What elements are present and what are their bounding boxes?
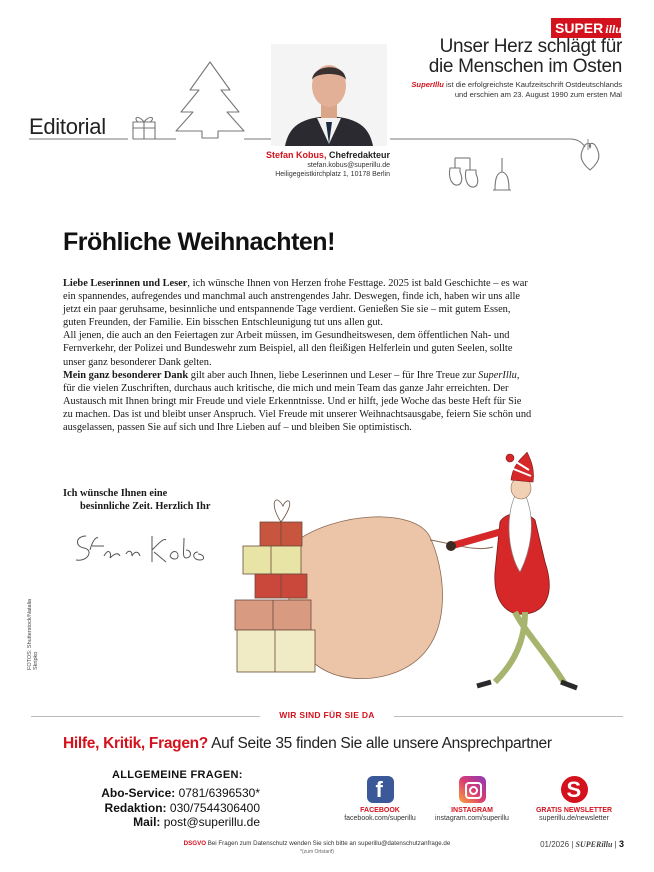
- superillu-logo: SUPER illu: [551, 18, 621, 38]
- redaktion[interactable]: Redaktion: 030/7544306400: [104, 800, 260, 815]
- author-email[interactable]: stefan.kobus@superillu.de: [307, 162, 390, 169]
- signature: [68, 528, 218, 568]
- mail[interactable]: Mail: post@superillu.de: [133, 815, 260, 829]
- instagram-icon: [459, 776, 486, 803]
- editorial-body: [63, 277, 533, 434]
- mittens-icon: [449, 158, 477, 187]
- instagram-link[interactable]: INSTAGRAM instagram.com/superillu: [422, 776, 522, 822]
- author-address: Heiligegeistkirchplatz 1, 10178 Berlin: [275, 171, 390, 178]
- paragraph-3: Mein ganz besonderer Dank gilt aber auch Ihnen, liebe Leserinnen und Leser – für Ihre Treue zur SuperIllu, für die vielen Zuschriften, durchaus auch kritische, die mich und mein Team das ganze Jahr erreichten. Der Austausch mit Ihnen bringt mir Freude und viele Erkenntnisse. Und er hilft, jede Woche das beste Heft für Sie zu machen. Das ist und bleibt unser Anspruch. Viel Freude mit unserer Weihnachtsausgabe, feiern Sie schön und ausgelassen, passen Sie auf sich und Ihre Lieben auf – und bleiben Sie optimistisch.: [63, 369, 532, 434]
- abo-service[interactable]: Abo-Service: 0781/6396530*: [101, 786, 260, 800]
- newsletter-link[interactable]: S GRATIS NEWSLETTER superillu.de/newsletter: [535, 777, 613, 822]
- dsgvo-note: DSGVO Bei Fragen zum Datenschutz wenden Sie sich bitte an superillu@datenschutzanfrage.de: [183, 840, 451, 847]
- section-title: Editorial: [29, 114, 106, 139]
- allgemeine-fragen: ALLGEMEINE FRAGEN:: [112, 769, 243, 781]
- hilfe-line: Hilfe, Kritik, Fragen? Auf Seite 35 finden Sie alle unsere Ansprechpartner: [63, 735, 552, 752]
- slogan: Unser Herz schlägt für die Menschen im Osten: [428, 36, 622, 77]
- gift-icon: [133, 117, 155, 139]
- service-banner: WIR SIND FÜR SIE DA: [260, 710, 394, 720]
- bell-icon: [493, 158, 511, 190]
- author-name: Stefan Kobus, Chefredakteur: [265, 150, 390, 160]
- santa-illustration: [225, 452, 635, 702]
- facebook-icon: f: [367, 776, 394, 803]
- heart-icon: [581, 143, 599, 170]
- facebook-link[interactable]: f FACEBOOK facebook.com/superillu: [344, 777, 416, 822]
- closing: Ich wünsche Ihnen eine besinnliche Zeit. Herzlich Ihr: [63, 488, 211, 512]
- contact-block: [63, 786, 260, 830]
- newsletter-icon: S: [561, 776, 588, 803]
- ortstarif-note: *(zum Ortstarif): [300, 849, 334, 855]
- paragraph-2: All jenen, die auch an den Feiertagen zur Arbeit müssen, im Gesundheitswesen, dem öffentlichen Nah- und Fernverkehr, der Polizei und Bundeswehr zum Beispiel, all den fleißigen Helferlein und guten Seelen, sollte unser ganz besonderer Dank gelten.: [63, 330, 513, 368]
- tagline: SuperIllu ist die erfolgreichste Kaufzeitschrift Ostdeutschlands und erschien am 23. August 1990 zum ersten Mal: [411, 80, 622, 99]
- paragraph-1: Liebe Leserinnen und Leser, ich wünsche Ihnen von Herzen frohe Festtage. 2025 ist bald Geschichte – es war ein spannendes, aufregendes und manchmal auch anstrengendes Jahr. Deswegen, finde ich, haben wir uns alle jetzt ein paar geruhsame, besinnliche und entspannende Tage verdient. Genießen Sie sie – mit gutem Essen, guten Freunden, der Familie. Ein bisschen Entschleunigung tut uns allen gut.: [63, 278, 528, 329]
- photo-credit: FOTOS: Shutterstock/Natalia Skripko: [27, 598, 39, 670]
- page-footer: 01/2026 | SUPERillu | 3: [540, 839, 624, 849]
- author-photo: [271, 44, 387, 146]
- headline: Fröhliche Weihnachten!: [63, 228, 335, 256]
- tree-icon: [176, 62, 244, 138]
